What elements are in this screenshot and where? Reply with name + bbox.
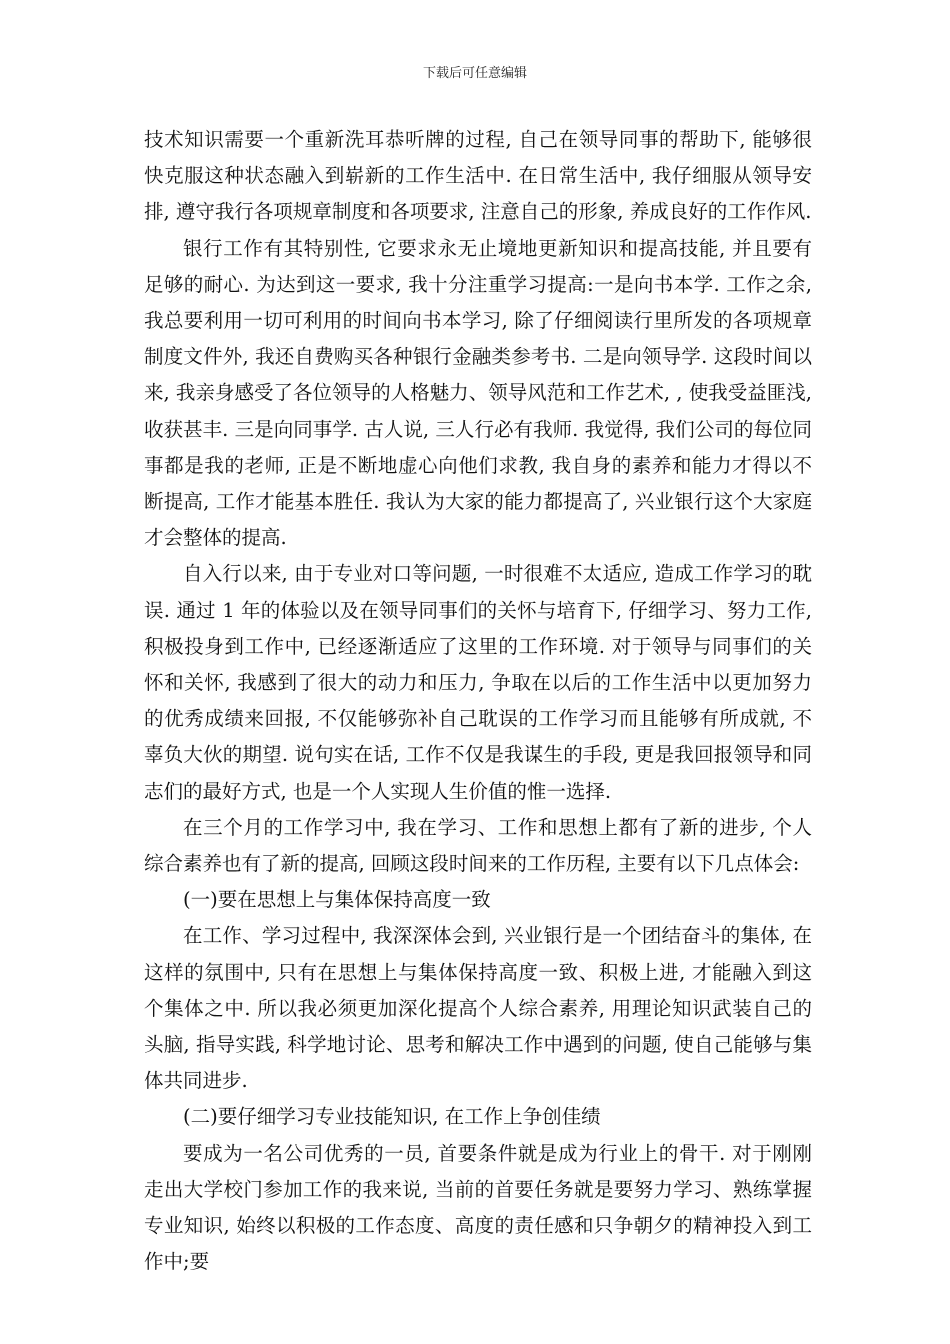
section-heading: (二)要仔细学习专业技能知识, 在工作上争创佳绩: [183, 1105, 601, 1129]
document-body: [144, 122, 812, 1281]
paragraph: 在工作、学习过程中, 我深深体会到, 兴业银行是一个团结奋斗的集体, 在这样的氛围中, 只有在思想上与集体保持高度一致、积极上进, 才能融入到这个集体之中. 所以我必须更加深化提高个人综合素养, 用理论知识武装自己的头脑, 指导实践, 科学地讨论、思考和解决工作中遇到的问题, 使自己能够与集体共同进步.: [144, 924, 812, 1093]
page-header: 下载后可任意编辑: [422, 66, 527, 81]
paragraph: 技术知识需要一个重新洗耳恭听牌的过程, 自己在领导同事的帮助下, 能够很快克服这种状态融入到崭新的工作生活中. 在日常生活中, 我仔细服从领导安排, 遵守我行各项规章制度和各项要求, 注意自己的形象, 养成良好的工作作风.: [144, 128, 812, 224]
paragraph: 自入行以来, 由于专业对口等问题, 一时很难不太适应, 造成工作学习的耽误. 通过 1 年的体验以及在领导同事们的关怀与培育下, 仔细学习、努力工作, 积极投身到工作中, 已经逐渐适应了这里的工作环境. 对于领导与同事们的关怀和关怀, 我感到了很大的动力和压力, 争取在以后的工作生活中以更加努力的优秀成绩来回报, 不仅能够弥补自己耽误的工作学习而且能够有所成就, 不辜负大伙的期望. 说句实在话, 工作不仅是我谋生的手段, 更是我回报领导和同志们的最好方式, 也是一个人实现人生价值的惟一选择.: [144, 562, 812, 803]
paragraph: 在三个月的工作学习中, 我在学习、工作和思想上都有了新的进步, 个人综合素养也有了新的提高, 回顾这段时间来的工作历程, 主要有以下几点体会:: [144, 815, 812, 876]
section-heading: (一)要在思想上与集体保持高度一致: [183, 888, 491, 912]
paragraph: 银行工作有其特别性, 它要求永无止境地更新知识和提高技能, 并且要有足够的耐心. 为达到这一要求, 我十分注重学习提高:一是向书本学. 工作之余, 我总要利用一切可利用的时间向书本学习, 除了仔细阅读行里所发的各项规章制度文件外, 我还自费购买各种银行金融类参考书. 二是向领导学. 这段时间以来, 我亲身感受了各位领导的人格魅力、领导风范和工作艺术, , 使我受益匪浅, 收获甚丰. 三是向同事学. 古人说, 三人行必有我师. 我觉得, 我们公司的每位同事都是我的老师, 正是不断地虚心向他们求教, 我自身的素养和能力才得以不断提高, 工作才能基本胜任. 我认为大家的能力都提高了, 兴业银行这个大家庭才会整体的提高.: [144, 236, 812, 550]
paragraph: 要成为一名公司优秀的一员, 首要条件就是成为行业上的骨干. 对于刚刚走出大学校门参加工作的我来说, 当前的首要任务就是要努力学习、熟练掌握专业知识, 始终以积极的工作态度、高度的责任感和只争朝夕的精神投入到工作中;要: [144, 1141, 812, 1274]
